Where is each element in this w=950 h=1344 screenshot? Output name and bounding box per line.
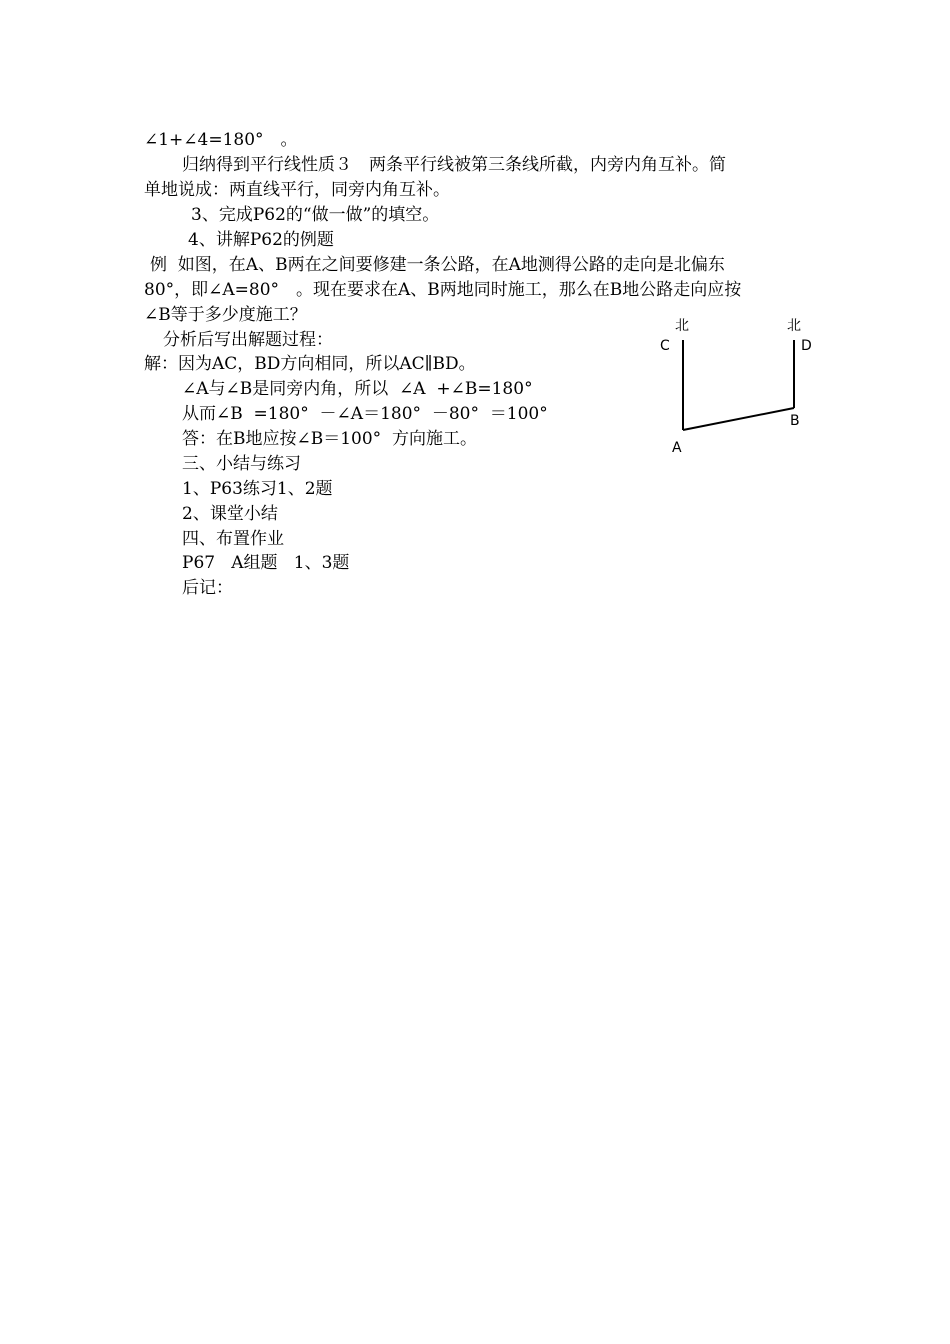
- text-line-7: 80°，即∠A=80° 。现在要求在A、B两地同时施工，那么在B地公路走向应按: [144, 280, 742, 300]
- text-line-2: 归纳得到平行线性质３ 两条平行线被第三条线所截，内旁内角互补。简: [182, 155, 726, 175]
- text-line-18: P67 A组题 1、3题: [182, 553, 350, 573]
- text-line-11: ∠A与∠B是同旁内角，所以 ∠A +∠B=180°: [182, 379, 533, 399]
- text-line-5: 4、讲解P62的例题: [188, 230, 334, 250]
- text-line-12: 从而∠B =180° －∠A＝180° －80° ＝100°: [182, 404, 548, 424]
- text-line-17: 四、布置作业: [182, 529, 284, 549]
- text-line-4: 3、完成P62的“做一做”的填空。: [191, 205, 440, 225]
- text-line-13: 答：在B地应按∠B＝100° 方向施工。: [182, 429, 477, 449]
- road-ab: [683, 408, 794, 430]
- label-d: D: [801, 338, 812, 354]
- text-line-19: 后记：: [182, 578, 233, 598]
- label-b: B: [790, 413, 800, 429]
- north-label-right: 北: [787, 318, 801, 334]
- text-line-3: 单地说成：两直线平行，同旁内角互补。: [144, 180, 450, 200]
- text-line-16: 2、课堂小结: [182, 504, 278, 524]
- text-line-15: 1、P63练习1、2题: [182, 479, 333, 499]
- text-line-1: ∠1+∠4=180° 。: [144, 130, 298, 150]
- north-label-left: 北: [675, 318, 689, 334]
- label-c: C: [660, 338, 670, 354]
- text-line-8: ∠B等于多少度施工？: [144, 305, 307, 325]
- road-diagram: [648, 308, 828, 468]
- text-line-9: 分析后写出解题过程：: [163, 330, 333, 350]
- text-line-6: 例 如图，在A、B两在之间要修建一条公路，在A地测得公路的走向是北偏东: [150, 255, 725, 275]
- text-line-10: 解：因为AC，BD方向相同，所以AC∥BD。: [144, 354, 476, 374]
- label-a: A: [672, 440, 682, 456]
- text-line-14: 三、小结与练习: [182, 454, 301, 474]
